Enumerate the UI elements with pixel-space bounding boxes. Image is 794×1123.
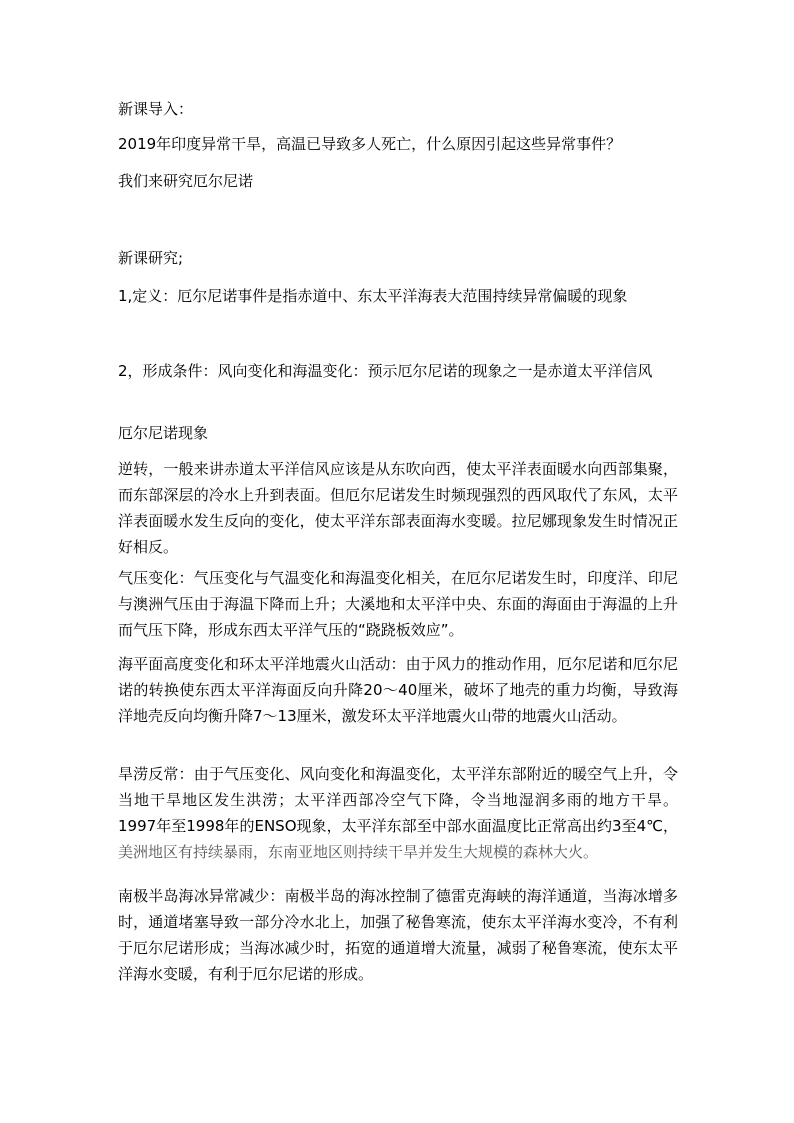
- research-heading: 新课研究;: [118, 249, 184, 267]
- sealevel-paragraph: 海平面高度变化和环太平洋地震火山活动：由于风力的推动作用，厄尔尼诺和厄尔尼诺的转换使东西太平洋海面反向升降20～40厘米，破坏了地壳的重力均衡，导致海洋地壳反向均衡升降7～13厘米，激发环太平洋地震火山带的地震火山活动。: [118, 655, 678, 725]
- conditions-paragraph: 2，形成条件：风向变化和海温变化：预示厄尔尼诺的现象之一是赤道太平洋信风: [118, 362, 653, 380]
- drought-paragraph: [118, 761, 678, 865]
- pressure-paragraph: 气压变化：气压变化与气温变化和海温变化相关，在厄尔尼诺发生时，印度洋、印尼与澳洲气压由于海温下降而上升；大溪地和太平洋中央、东面的海面由于海温的上升而气压下降，形成东西太平洋气压的“跷跷板效应”。: [118, 569, 678, 639]
- antarctic-paragraph: 南极半岛海冰异常减少：南极半岛的海冰控制了德雷克海峡的海洋通道，当海冰增多时，通道堵塞导致一部分冷水北上，加强了秘鲁寒流，使东太平洋海水变冷，不有利于厄尔尼诺形成；当海冰减少时，拓宽的通道增大流量，减弱了秘鲁寒流，使东太平洋海水变暖，有利于厄尔尼诺的形成。: [118, 887, 678, 983]
- intro-lead: 我们来研究厄尔尼诺: [118, 172, 254, 190]
- phenomenon-title: 厄尔尼诺现象: [118, 424, 209, 442]
- drought-gray-text: 美洲地区有持续暴雨，东南亚地区则持续干旱并发生大规模的森林大火。: [118, 843, 599, 861]
- reversal-paragraph: 逆转，一般来讲赤道太平洋信风应该是从东吹向西，使太平洋表面暖水向西部集聚，而东部深层的冷水上升到表面。但厄尔尼诺发生时频现强烈的西风取代了东风，太平洋表面暖水发生反向的变化，使太平洋东部表面海水变暖。拉尼娜现象发生时情况正好相反。: [118, 460, 678, 556]
- intro-question: 2019年印度异常干旱，高温已导致多人死亡，什么原因引起这些异常事件？: [118, 135, 622, 153]
- definition-paragraph: 1,定义：厄尔尼诺事件是指赤道中、东太平洋海表大范围持续异常偏暖的现象: [118, 287, 628, 305]
- drought-main-text: 旱涝反常：由于气压变化、风向变化和海温变化，太平洋东部附近的暖空气上升，令当地干旱地区发生洪涝；太平洋西部冷空气下降，令当地湿润多雨的地方干旱。1997年至1998年的ENSO现象，太平洋东部至中部水面温度比正常高出约3至4℃，: [118, 765, 678, 835]
- intro-heading: 新课导入：: [118, 100, 194, 118]
